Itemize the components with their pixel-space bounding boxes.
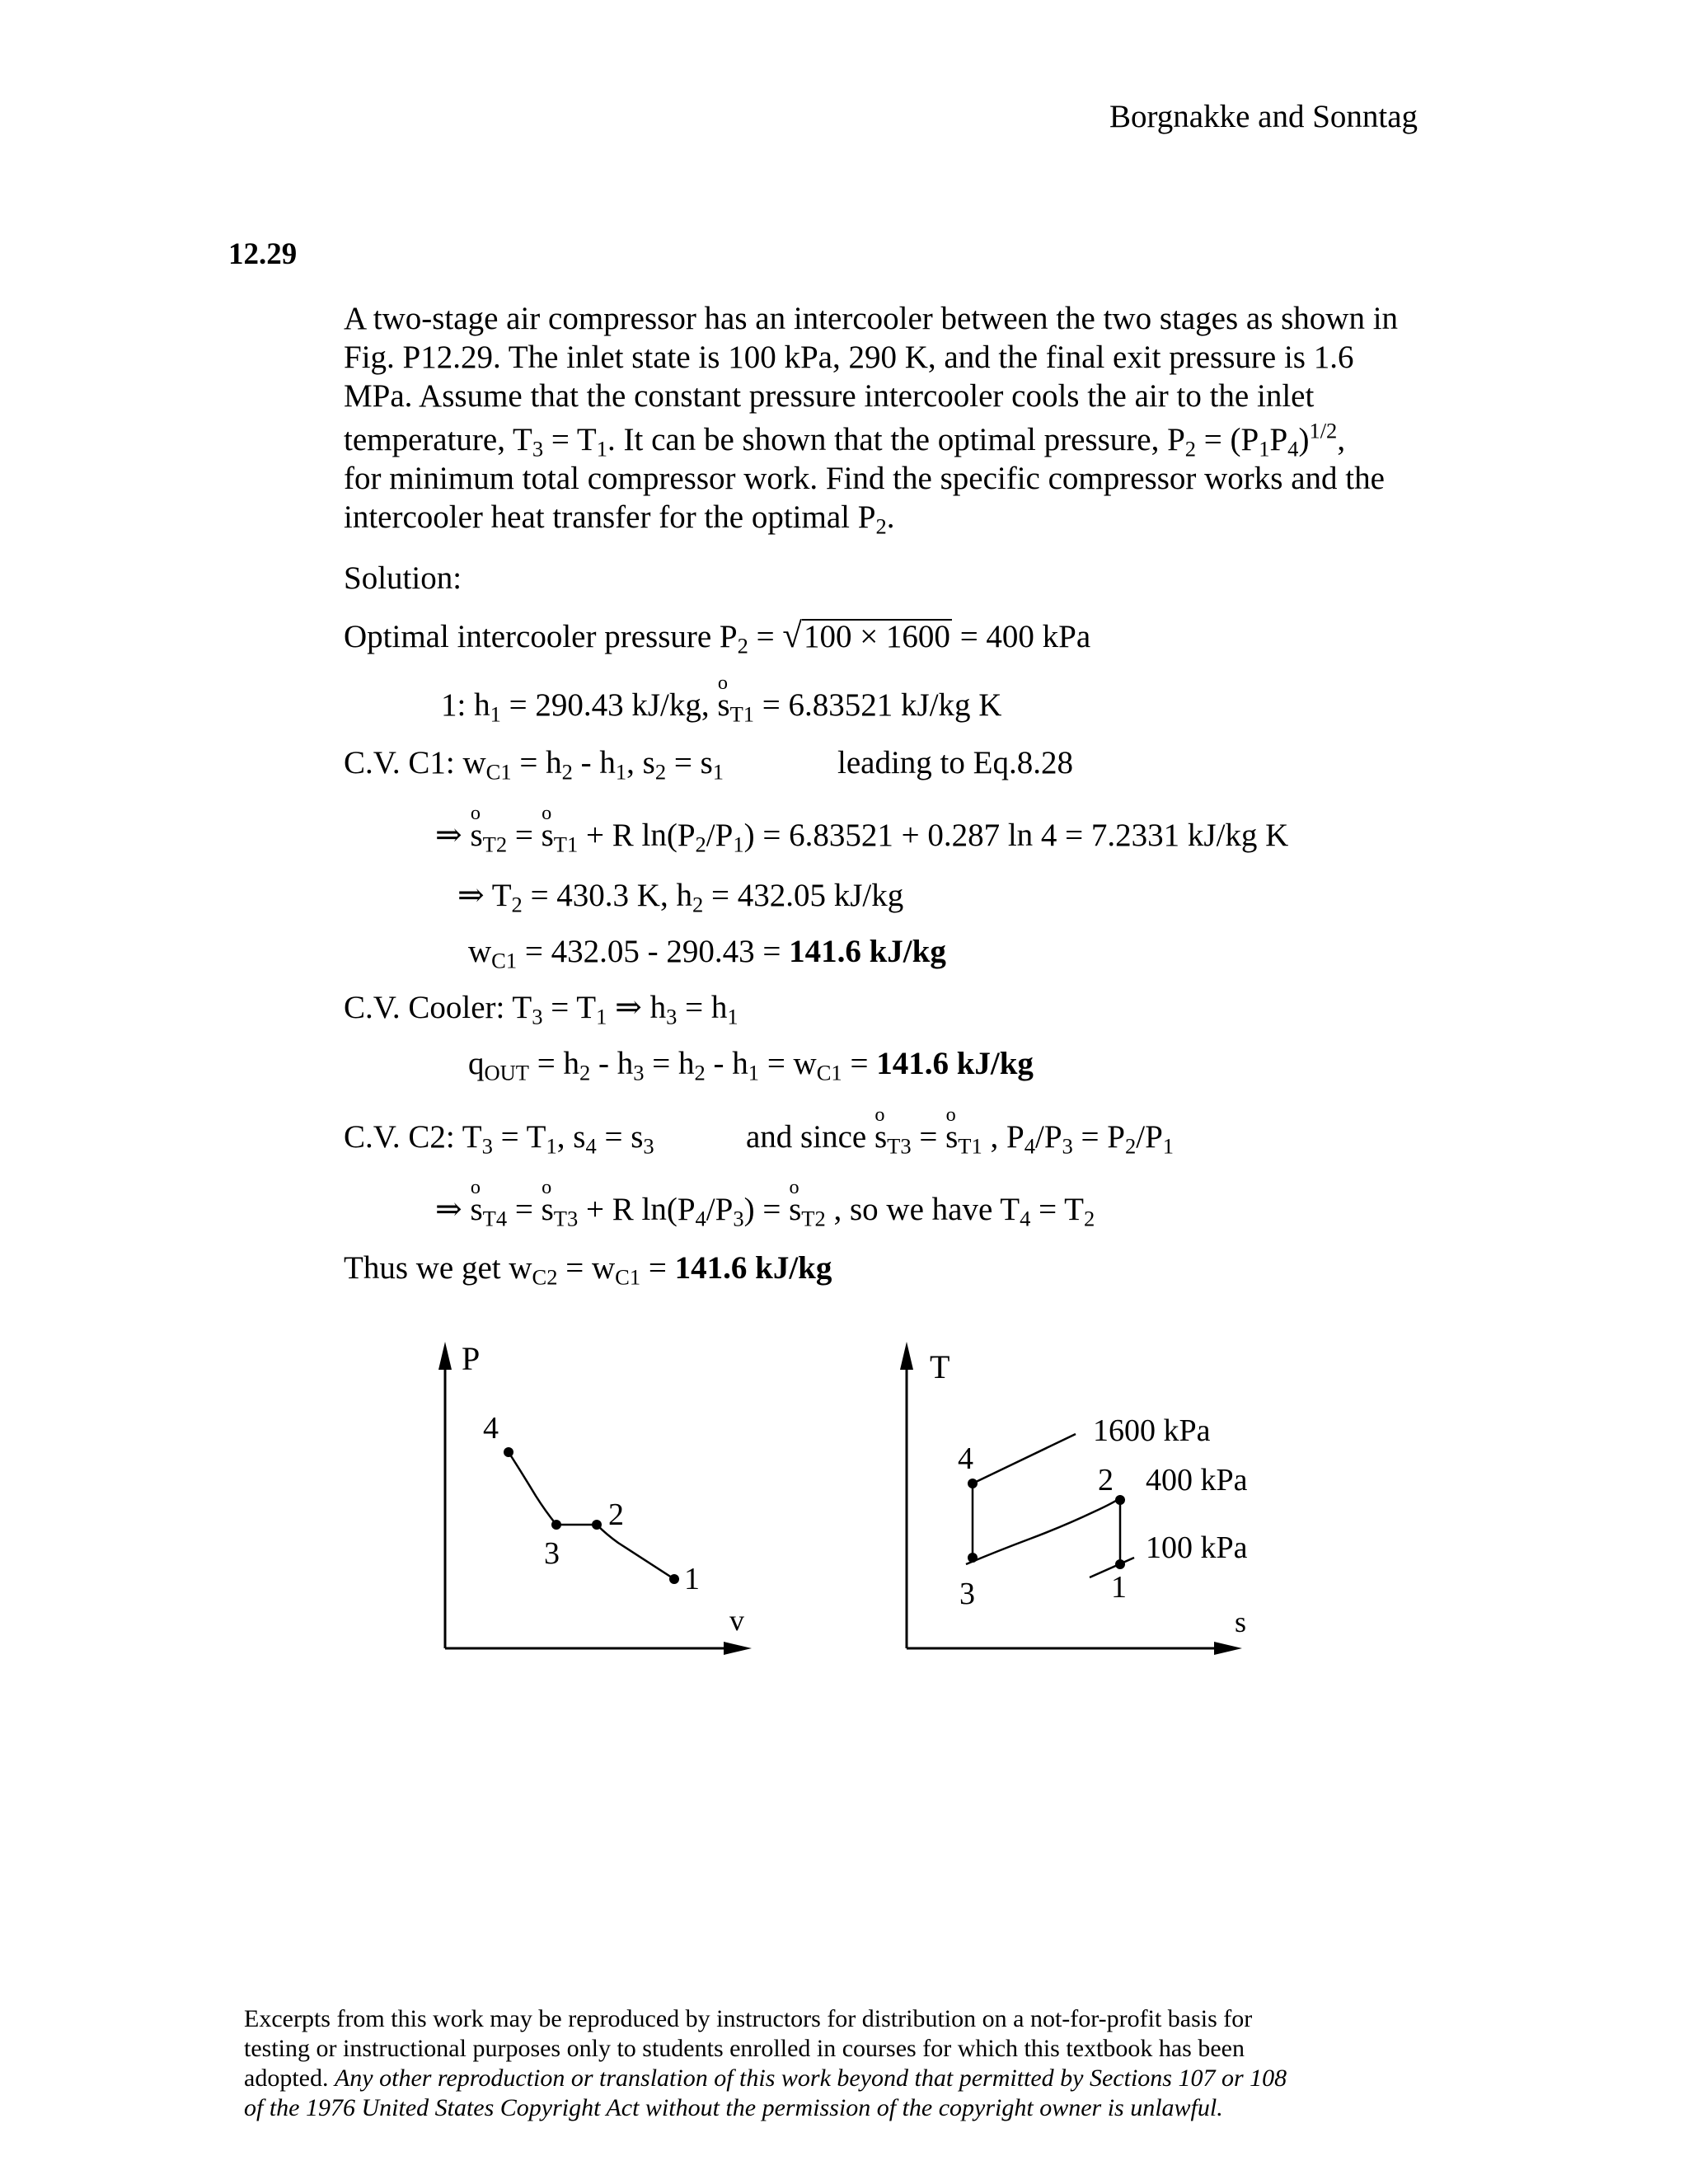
pv-point-4: [504, 1447, 513, 1457]
statement-line: temperature, $T_3 = T_1$. It can be shown that the optimal pressure, $P_2 = (P_1P_4)^{1/2}$,: [344, 418, 1346, 462]
statement-line: Fig. P12.29. The inlet state is 100 kPa, 290 K, and the final exit pressure is 1.6: [344, 340, 1354, 375]
ts-isobar-1600: [973, 1434, 1076, 1483]
ts-point-2: [1115, 1495, 1125, 1505]
pv-point-2: [592, 1520, 602, 1530]
copyright-footer: [244, 2004, 1287, 2123]
pv-process-path: [509, 1452, 674, 1579]
pv-diagram: [412, 1335, 791, 1665]
s-t4-equation: ⇒ o $s_{T4} = o$ $s_{T3} + R$ $\ln(P_4/P_3) = o$ $s_{T2}$ , so we have $T_4 = T_2$: [435, 1190, 1095, 1229]
ts-point-1: [1115, 1559, 1125, 1569]
cv-c1-line: C.V. C1: $w_{C1} = h_2 - h_1$, $s_2 = s_1$: [344, 745, 724, 785]
s-t2-equation: ⇒ o $s_{T2} = o$ $s_{T1} + R$ $\ln(P_2/P_1) = 6.83521 + 0.287$ ln 4 = 7.2331 kJ/kg K: [435, 816, 1288, 855]
statement-line: for minimum total compressor work. Find the specific compressor works and the: [344, 461, 1385, 496]
t2-h2-line: ⇒ $T_2 = 430.3$ K, $h_2 = 432.05$ kJ/kg: [457, 878, 904, 917]
problem-number: 12.29: [228, 237, 298, 271]
pv-x-arrow: [724, 1642, 752, 1655]
solution-label: Solution:: [344, 560, 462, 596]
ts-y-arrow: [900, 1342, 913, 1370]
state1-line: 1: $h_1 = 290.43$ kJ/kg, o $s_{T1} = 6.83521$ kJ/kg K: [441, 686, 1001, 724]
ts-x-arrow: [1214, 1642, 1242, 1655]
ts-x-label: s: [1235, 1605, 1247, 1638]
ts-isobar-400: [966, 1497, 1123, 1564]
qout-line: $q_{OUT} = h_2 - h_3 = h_2 - h_1 = w_{C1} = 141.6$ kJ/kg: [468, 1046, 1034, 1085]
pv-point-1: [669, 1574, 679, 1584]
pv-y-arrow: [438, 1342, 452, 1370]
cv-cooler-line: C.V. Cooler: $T_3 = T_1$ ⇒ $h_3 = h_1$: [344, 990, 738, 1029]
optimal-pressure-line: Optimal intercooler pressure $P_2 = √100 \times 1600 = 400$ kPa: [344, 616, 1091, 658]
thus-line: Thus we get $w_{C2} = w_{C1} = 141.6$ kJ/kg: [344, 1250, 832, 1290]
qout-result: 141.6 kJ/kg: [876, 1046, 1034, 1081]
ts-point-4: [968, 1479, 978, 1488]
ts-isobar-label-400: 400 kPa: [1146, 1463, 1248, 1497]
pv-label-4: 4: [483, 1411, 499, 1446]
header-authors: Borgnakke and Sonntag: [1109, 99, 1418, 134]
ts-label-4: 4: [958, 1441, 973, 1476]
ts-label-2: 2: [1098, 1463, 1114, 1497]
wc1-line: $w_{C1} = 432.05 - 290.43 = 141.6$ kJ/kg: [468, 934, 946, 973]
wc2-result: 141.6 kJ/kg: [674, 1250, 832, 1286]
pv-y-label: P: [462, 1340, 481, 1377]
ts-isobar-label-100: 100 kPa: [1146, 1530, 1248, 1565]
eq-reference: leading to Eq.8.28: [837, 745, 1073, 780]
footer-line: of the 1976 United States Copyright Act without the permission of the copyright owner is unlawful.: [244, 2094, 1223, 2121]
pv-label-2: 2: [608, 1497, 624, 1532]
wc1-result: 141.6 kJ/kg: [789, 934, 946, 969]
pv-point-3: [551, 1520, 561, 1530]
ts-isobar-label-1600: 1600 kPa: [1093, 1413, 1211, 1448]
sqrt-expression: 100 × 1600: [803, 619, 950, 654]
pv-label-3: 3: [544, 1536, 560, 1571]
problem-statement: [344, 299, 1398, 537]
pv-x-label: v: [729, 1604, 744, 1637]
ts-y-label: T: [930, 1348, 950, 1385]
ts-label-3: 3: [959, 1577, 975, 1611]
ts-label-1: 1: [1111, 1570, 1127, 1605]
pv-label-1: 1: [684, 1562, 700, 1596]
footer-line: testing or instructional purposes only to students enrolled in courses for which this textbook has been: [244, 2035, 1245, 2062]
cv-c2-since: and since o $s_{T3} = o$ $s_{T1}$ , $P_4/P_3 = P_2/P_1$: [746, 1118, 1174, 1156]
statement-line: intercooler heat transfer for the optimal $P_2$.: [344, 499, 895, 539]
statement-line: MPa. Assume that the constant pressure intercooler cools the air to the inlet: [344, 378, 1315, 414]
statement-line: A two-stage air compressor has an intercooler between the two stages as shown in: [344, 301, 1399, 336]
cv-c2-line: C.V. C2: $T_3 = T_1$, $s_4 = s_3$: [344, 1119, 654, 1159]
ts-diagram: [874, 1335, 1335, 1665]
footer-line: Excerpts from this work may be reproduced by instructors for distribution on a not-for-profit basis for: [244, 2005, 1253, 2032]
footer-line: adopted. Any other reproduction or translation of this work beyond that permitted by Sections 107 or 108: [244, 2064, 1287, 2092]
ts-point-3: [968, 1553, 978, 1563]
